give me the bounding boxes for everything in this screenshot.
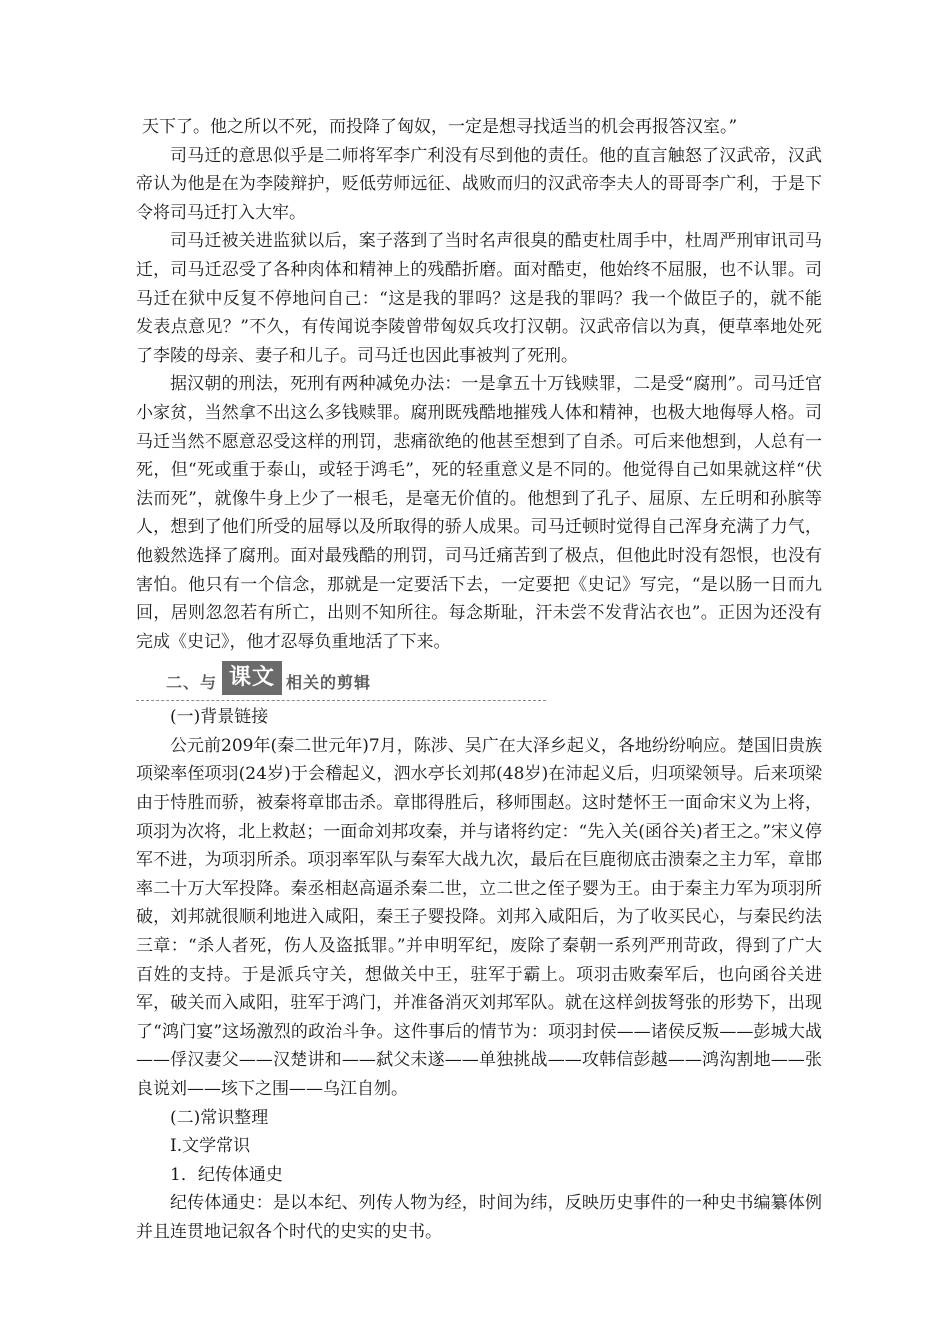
paragraph-punishment: 据汉朝的刑法，死刑有两种减免办法：一是拿五十万钱赎罪，二是受“腐刑”。司马迁官小家贫，当然拿不出这么多钱赎罪。腐刑既残酷地摧残人体和精神，也极大地侮辱人格。司马迁当然不愿意忍受这样的刑罚，悲痛欲绝的他甚至想到了自杀。可后来他想到，人总有一死，但“死或重于泰山，或轻于鸿毛”，死的轻重意义是不同的。他觉得自己如果就这样“伏法而死”，就像牛身上少了一根毛，是毫无价值的。他想到了孔子、屈原、左丘明和孙膑等人，想到了他们所受的屈辱以及所取得的骄人成果。司马迁顿时觉得自己浑身充满了力气，他毅然选择了腐刑。面对最残酷的刑罚，司马迁痛苦到了极点，但他此时没有怨恨，也没有害怕。他只有一个信念，那就是一定要活下去，一定要把《史记》写完，“是以肠一日而九回，居则忽忽若有所亡，出则不知所往。每念斯耻，汗未尝不发背沾衣也”。正因为还没有完成《史记》，他才忍辱负重地活了下来。 [136, 374, 822, 652]
paragraph-li-guangli: 司马迁的意思似乎是二师将军李广利没有尽到他的责任。他的直言触怒了汉武帝，汉武帝认为他是在为李陵辩护，贬低劳师远征、战败而归的汉武帝李夫人的哥哥李广利，于是下令将司马迁打入大牢。 [136, 145, 822, 223]
background-label: (一)背景链接 [170, 707, 269, 728]
literature-label: Ⅰ.文学常识 [170, 1136, 251, 1157]
item1-label: 1．纪传体通史 [170, 1164, 283, 1185]
document-body [136, 113, 822, 1247]
paragraph-continuation: 天下了。他之所以不死，而投降了匈奴，一定是想寻找适当的机会再报答汉室。” [142, 117, 738, 137]
section-heading-prefix: 二、与 [166, 673, 218, 693]
knowledge-label: (二)常识整理 [170, 1107, 269, 1128]
section-heading-suffix: 相关的剪辑 [286, 673, 372, 693]
background-text: 公元前209年(秦二世元年)7月，陈涉、吴广在大泽乡起义，各地纷纷响应。楚国旧贵族项梁率侄项羽(24岁)于会稽起义，泗水亭长刘邦(48岁)在沛起义后，归项梁领导。后来项梁由于恃胜而骄，被秦将章邯击杀。章邯得胜后，移师围赵。这时楚怀王一面命宋义为上将，项羽为次将，北上救赵；一面命刘邦攻秦，并与诸将约定：“先入关(函谷关)者王之。”宋义停军不进，为项羽所杀。项羽率军队与秦军大战九次，最后在巨鹿彻底击溃秦之主力军，章邯率二十万大军投降。秦丞相赵高逼杀秦二世，立二世之侄子婴为王。由于秦主力军为项羽所破，刘邦就很顺利地进入咸阳，秦王子婴投降。刘邦入咸阳后，为了收买民心，与秦民约法三章：“杀人者死，伤人及盗抵罪。”并申明军纪，废除了秦朝一系列严刑苛政，得到了广大百姓的支持。于是派兵守关，想做关中王，驻军于霸上。项羽击败秦军后，也向函谷关进军，破关而入咸阳，驻军于鸿门，并准备消灭刘邦军队。就在这样剑拔弩张的形势下，出现了“鸿门宴”这场激烈的政治斗争。这件事后的情节为：项羽封侯——诸侯反叛——彭城大战——俘汉妻父——汉楚讲和——弑父未遂——单独挑战——攻韩信彭越——鸿沟割地——张良说刘——垓下之围——乌江自刎。 [136, 735, 822, 1099]
paragraph-prison: 司马迁被关进监狱以后，案子落到了当时名声很臭的酷吏杜周手中，杜周严刑审讯司马迁，司马迁忍受了各种肉体和精神上的残酷折磨。面对酷吏，他始终不屈服，也不认罪。司马迁在狱中反复不停地问自己：“这是我的罪吗？这是我的罪吗？我一个做臣子的，就不能发表点意见？”不久，有传闻说李陵曾带匈奴兵攻打汉朝。汉武帝信以为真，便草率地处死了李陵的母亲、妻子和儿子。司马迁也因此事被判了死刑。 [136, 231, 822, 366]
item1-text: 纪传体通史：是以本纪、列传人物为经，时间为纬，反映历史事件的一种史书编纂体例并且连贯地记叙各个时代的史实的史书。 [136, 1193, 822, 1242]
section-heading-boxed: 课文 [222, 661, 282, 695]
section-heading [136, 660, 546, 701]
